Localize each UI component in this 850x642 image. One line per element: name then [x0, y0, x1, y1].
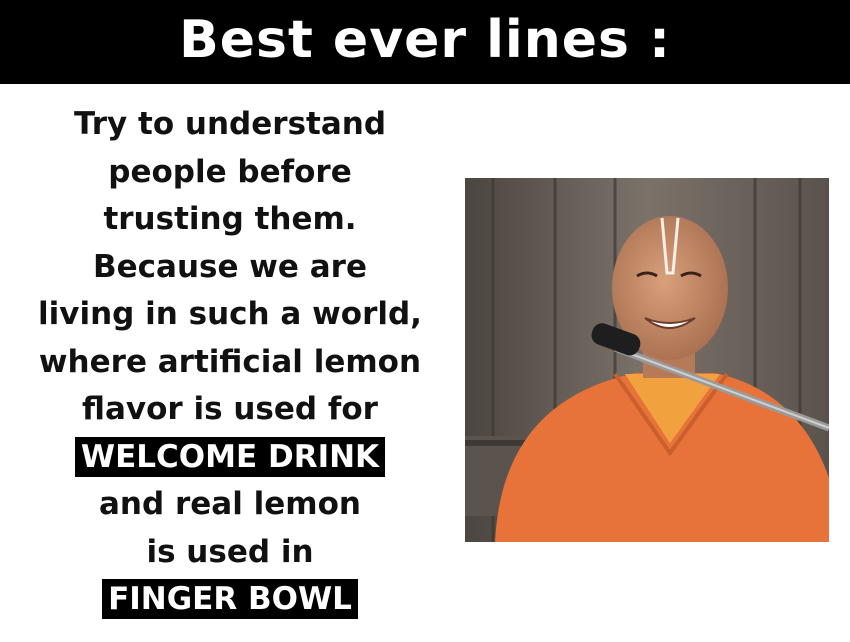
quote-line: where artificial lemon: [38, 343, 422, 380]
page-title: Best ever lines :: [179, 10, 671, 70]
speaker-portrait-icon: [465, 178, 829, 542]
quote-line: trusting them.: [103, 201, 357, 237]
quote-line: people before: [108, 153, 352, 190]
highlight-finger-bowl: FINGER BOWL: [102, 579, 358, 619]
quote-line: living in such a world,: [38, 296, 422, 332]
quote-block: [4, 101, 456, 624]
quote-line: is used in: [146, 533, 314, 570]
quote-line: and real lemon: [99, 486, 361, 522]
quote-line: Because we are: [93, 248, 367, 285]
quote-line: Try to understand: [73, 106, 387, 142]
highlight-line: [4, 434, 456, 482]
speaker-photo: [465, 178, 829, 542]
highlight-welcome-drink: WELCOME DRINK: [75, 437, 385, 477]
quote-line: flavor is used for: [82, 391, 378, 427]
header-bar: [0, 0, 850, 84]
highlight-line: [4, 576, 456, 624]
